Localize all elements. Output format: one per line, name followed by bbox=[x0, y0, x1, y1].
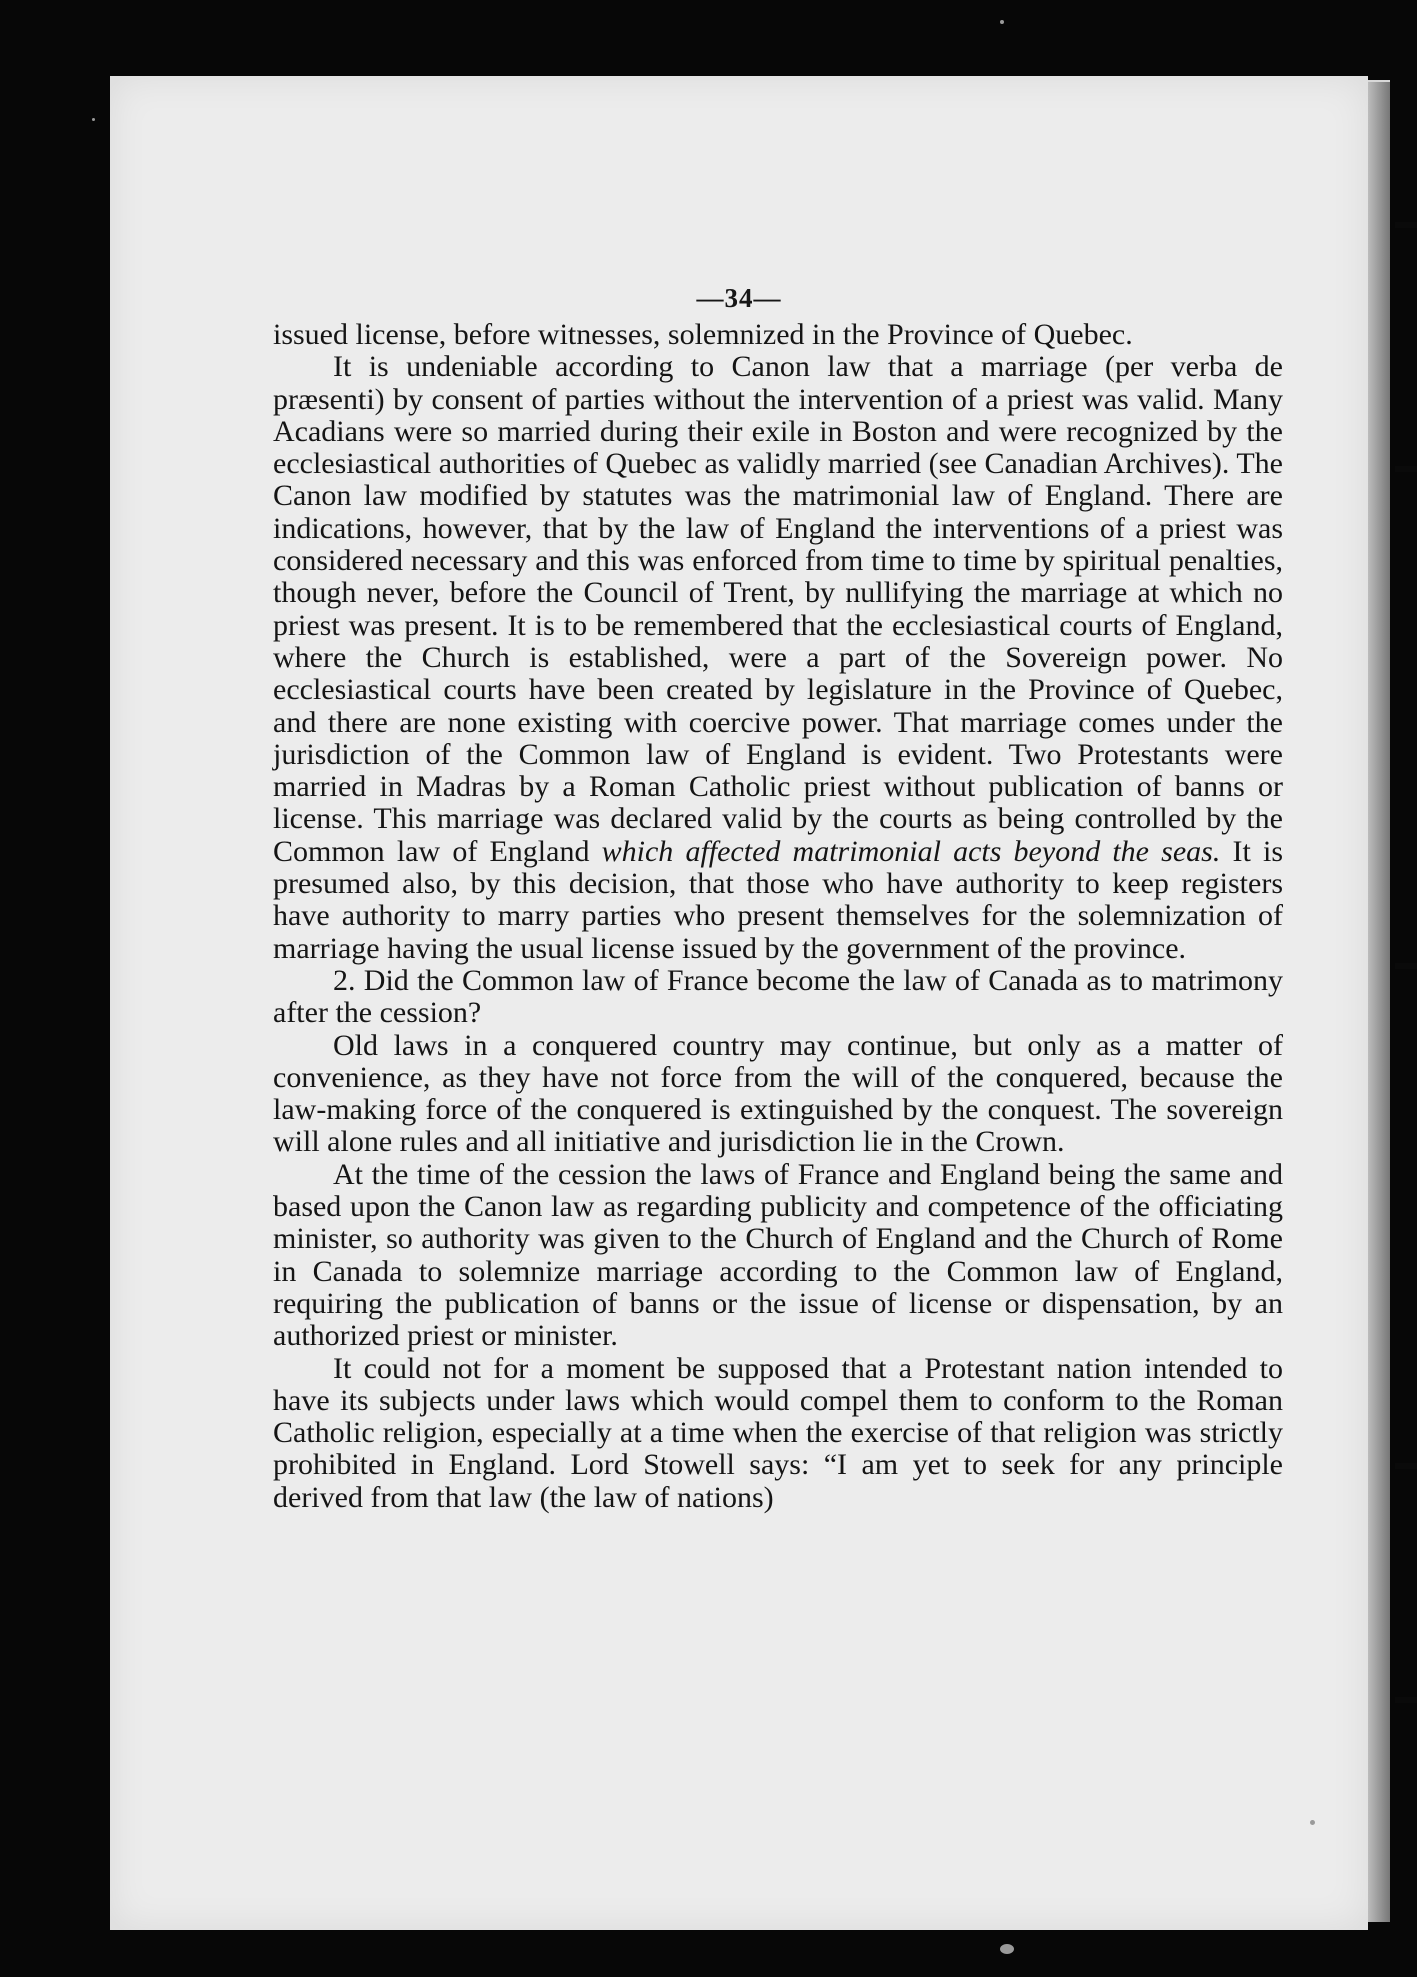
dust-speck bbox=[1000, 20, 1004, 24]
dust-speck bbox=[1310, 1820, 1315, 1825]
paragraph-6-text: It could not for a moment be supposed that a Protestant nation intended to have its subjects under laws which would compel them to conform to the Roman Catholic religion, especially at a time when the exercise of that religion was strictly prohibited in England. Lord Stowell says: “I am yet to seek for any principle derived from that law (the law of nations) bbox=[273, 1351, 1283, 1514]
scan-mark bbox=[1395, 963, 1417, 969]
paragraph-3 bbox=[273, 965, 1283, 1030]
page-number: —34— bbox=[696, 283, 782, 313]
paragraph-2-text: It is undeniable according to Canon law that a marriage (per verba de præsenti) by consent of parties without the intervention of a priest was valid. Many Acadians were so married during their exile in Boston and were recognized by the ecclesiastical authorities of Quebec as validly married (see Canadian Archives). The Canon law modified by statutes was the matrimonial law of England. There are indications, however, that by the law of England the interventions of a priest was considered necessary and this was enforced from time to time by spiritual penalties, though never, before the Council of Trent, by nullifying the marriage at which no priest was present. It is to be remembered that the ecclesiastical courts of England, where the Church is established, were a part of the Sovereign power. No ecclesiastical courts have been created by legislature in the Province of Quebec, and there are none existing with coercive power. That marriage comes under the jurisdiction of the Common law of England is evident. Two Protestants were married in Madras by a Roman Catholic priest without publication of banns or license. This marriage was declared valid by the courts as being controlled by the Common law of England bbox=[273, 350, 1283, 868]
paragraph-2 bbox=[273, 351, 1283, 965]
scan-mark bbox=[1395, 222, 1417, 228]
scan-mark bbox=[1395, 466, 1417, 472]
paragraph-1-text: issued license, before witnesses, solemnized in the Province of Quebec. bbox=[273, 318, 1133, 351]
paragraph-2-text-after: It is presumed also, by this decision, that those who have authority to keep registers have authority to marry parties who present themselves for the solemnization of marriage having the usual license issued by the government of the province. bbox=[273, 834, 1284, 965]
paragraph-3-text: 2. Did the Common law of France become the law of Canada as to matrimony after the cession? bbox=[273, 963, 1283, 1030]
scan-mark bbox=[1395, 1463, 1417, 1469]
paragraph-4-text: Old laws in a conquered country may continue, but only as a matter of convenience, as they have not force from the will of the conquered, because the law-making force of the conquered is extinguished by the conquest. The sovereign will alone rules and all initiative and jurisdiction lie in the Crown. bbox=[273, 1028, 1283, 1159]
paragraph-4 bbox=[273, 1030, 1283, 1159]
paragraph-6 bbox=[273, 1353, 1283, 1514]
paper-sheet bbox=[110, 76, 1368, 1930]
paragraph-5 bbox=[273, 1159, 1283, 1353]
paragraph-1 bbox=[273, 319, 1283, 351]
body-text bbox=[273, 319, 1283, 1514]
scan-mark bbox=[1395, 1697, 1417, 1703]
paragraph-5-text: At the time of the cession the laws of France and England being the same and based upon the Canon law as regarding publicity and competence of the officiating minister, so authority was given to the Church of England and the Church of Rome in Canada to solemnize marriage according to the Common law of England, requiring the publication of banns or the issue of license or dispensation, by an authorized priest or minister. bbox=[273, 1157, 1283, 1353]
dust-speck bbox=[1000, 1944, 1014, 1954]
dust-speck bbox=[92, 118, 95, 121]
paragraph-2-italic: which affected matrimonial acts beyond the seas. bbox=[601, 834, 1221, 868]
